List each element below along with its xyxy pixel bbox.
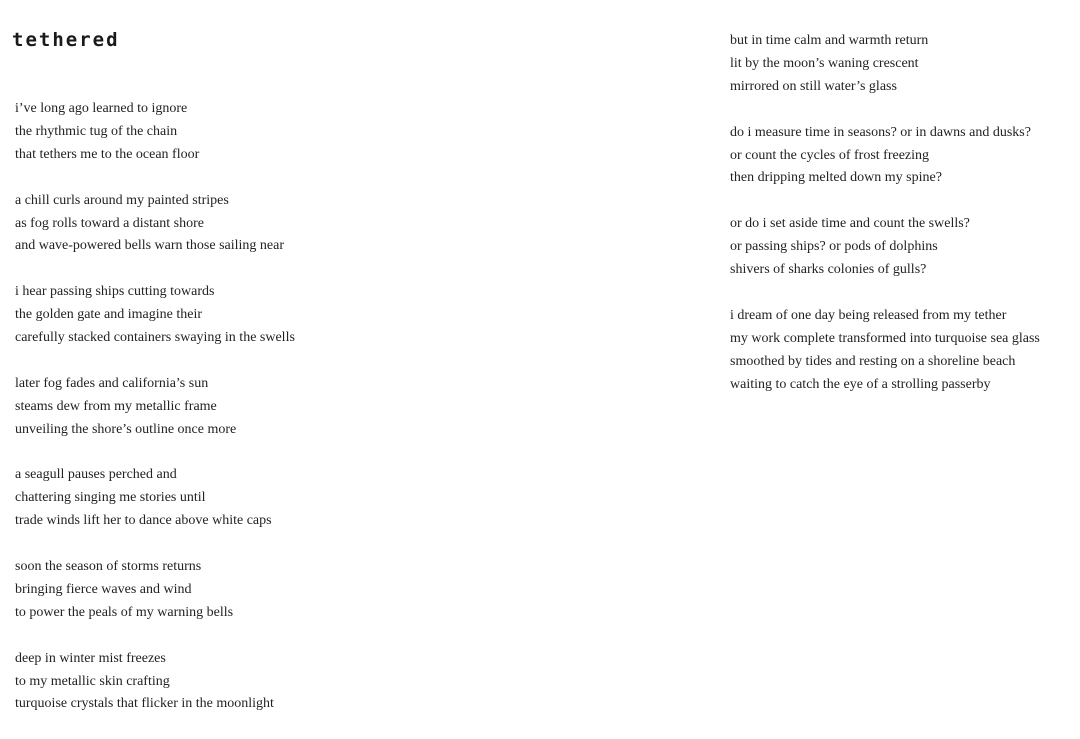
stanza-7 xyxy=(15,648,535,717)
poem-line: or do i set aside time and count the swells? xyxy=(730,216,970,232)
poem-line: and wave-powered bells warn those sailing near xyxy=(15,238,285,254)
poem-line: or count the cycles of frost freezing xyxy=(730,147,930,163)
poem-line: chattering singing me stories until xyxy=(15,490,206,506)
poem-line: lit by the moon’s waning crescent xyxy=(730,55,919,71)
stanza-5 xyxy=(15,464,535,533)
poem-right-column xyxy=(730,30,1070,396)
poem-line: i dream of one day being released from my tether xyxy=(730,307,1007,323)
poem-line: or passing ships? or pods of dolphins xyxy=(730,239,938,255)
poem-line: mirrored on still water’s glass xyxy=(730,78,897,94)
poem-line: but in time calm and warmth return xyxy=(730,33,929,48)
poem-line: to my metallic skin crafting xyxy=(15,673,170,689)
poem-line: as fog rolls toward a distant shore xyxy=(15,215,204,231)
stanza-4 xyxy=(15,373,535,442)
poem-line: soon the season of storms returns xyxy=(15,559,202,575)
poem-line: then dripping melted down my spine? xyxy=(730,170,942,186)
poem-line: unveiling the shore’s outline once more xyxy=(15,421,237,437)
poem-line: waiting to catch the eye of a strolling passerby xyxy=(730,376,991,392)
poem-line: the rhythmic tug of the chain xyxy=(15,123,178,139)
poem-line: the golden gate and imagine their xyxy=(15,307,202,323)
poem-line: deep in winter mist freezes xyxy=(15,650,166,666)
poem-line: turquoise crystals that flicker in the moonlight xyxy=(15,696,274,712)
poem-line: shivers of sharks colonies of gulls? xyxy=(730,262,927,278)
stanza-10 xyxy=(730,213,1070,282)
poem-line: smoothed by tides and resting on a shoreline beach xyxy=(730,353,1016,369)
stanza-6 xyxy=(15,556,535,625)
poem-line: carefully stacked containers swaying in the swells xyxy=(15,330,295,346)
poem-line: steams dew from my metallic frame xyxy=(15,398,217,414)
stanza-3 xyxy=(15,281,535,350)
poem-line: i hear passing ships cutting towards xyxy=(15,284,215,300)
poem-left-column xyxy=(15,98,535,716)
poem-line: bringing fierce waves and wind xyxy=(15,581,192,597)
stanza-2 xyxy=(15,190,535,259)
poem-line: do i measure time in seasons? or in dawns and dusks? xyxy=(730,124,1031,140)
stanza-9 xyxy=(730,122,1070,191)
poem-line: i’ve long ago learned to ignore xyxy=(15,101,188,116)
poem-line: a seagull pauses perched and xyxy=(15,467,177,483)
stanza-11 xyxy=(730,305,1070,397)
poem-line: that tethers me to the ocean floor xyxy=(15,146,200,162)
poem-line: my work complete transformed into turquoise sea glass xyxy=(730,330,1040,346)
poem-line: a chill curls around my painted stripes xyxy=(15,192,229,208)
poem-line: to power the peals of my warning bells xyxy=(15,604,234,620)
stanza-8 xyxy=(730,30,1070,99)
poem-line: trade winds lift her to dance above white caps xyxy=(15,513,272,529)
poem-title: tethered xyxy=(12,29,120,51)
poem-line: later fog fades and california’s sun xyxy=(15,375,209,391)
stanza-1 xyxy=(15,98,535,167)
